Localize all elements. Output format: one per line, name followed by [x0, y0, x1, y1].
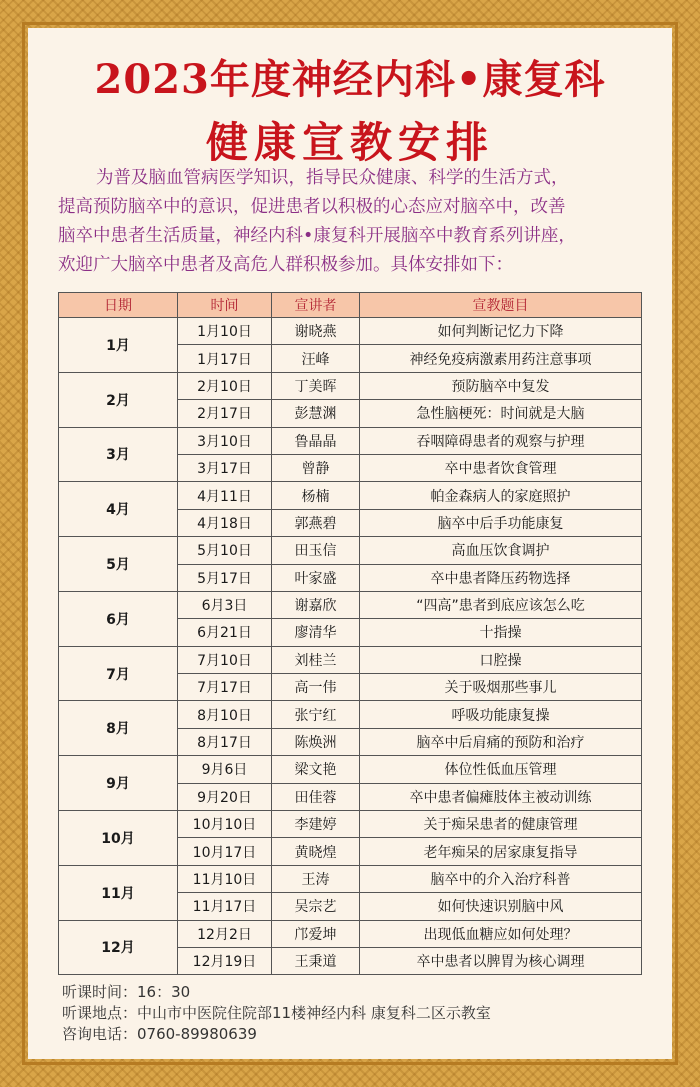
speaker-cell: 邝爱坤 [272, 920, 360, 947]
speaker-cell: 汪峰 [272, 345, 360, 372]
month-cell: 7月 [59, 646, 178, 701]
topic-cell: 脑卒中的介入治疗科普 [360, 865, 642, 892]
table-row [59, 427, 642, 454]
time-cell: 3月17日 [178, 454, 272, 481]
topic-cell: 关于痴呆患者的健康管理 [360, 811, 642, 838]
topic-cell: 帕金森病人的家庭照护 [360, 482, 642, 509]
lecture-time: 听课时间：16：30 [62, 983, 191, 1001]
table-row [59, 537, 642, 564]
header-date: 日期 [59, 293, 178, 318]
month-cell: 12月 [59, 920, 178, 975]
month-cell: 2月 [59, 372, 178, 427]
month-cell: 9月 [59, 756, 178, 811]
speaker-cell: 李建婷 [272, 811, 360, 838]
time-cell: 5月10日 [178, 537, 272, 564]
table-row [59, 865, 642, 892]
time-cell: 4月11日 [178, 482, 272, 509]
table-row [59, 811, 642, 838]
speaker-cell: 黄晓煌 [272, 838, 360, 865]
time-cell: 9月6日 [178, 756, 272, 783]
intro-line: 欢迎广大脑卒中患者及高危人群积极参加。具体安排如下： [58, 255, 513, 275]
speaker-cell: 廖清华 [272, 619, 360, 646]
speaker-cell: 陈焕洲 [272, 728, 360, 755]
time-cell: 3月10日 [178, 427, 272, 454]
time-cell: 2月10日 [178, 372, 272, 399]
topic-cell: 卒中患者降压药物选择 [360, 564, 642, 591]
speaker-cell: 吴宗艺 [272, 893, 360, 920]
time-cell: 6月21日 [178, 619, 272, 646]
speaker-cell: 彭慧渊 [272, 400, 360, 427]
table-row [59, 646, 642, 673]
schedule-table [58, 292, 642, 975]
speaker-cell: 郭燕碧 [272, 509, 360, 536]
topic-cell: 卒中患者饮食管理 [360, 454, 642, 481]
month-cell: 1月 [59, 318, 178, 373]
time-cell: 10月10日 [178, 811, 272, 838]
table-row [59, 756, 642, 783]
footer-info [62, 982, 491, 1045]
time-cell: 1月10日 [178, 318, 272, 345]
month-cell: 10月 [59, 811, 178, 866]
time-cell: 2月17日 [178, 400, 272, 427]
title-line-2: 健康宣教安排 [205, 118, 494, 167]
table-row [59, 372, 642, 399]
month-cell: 8月 [59, 701, 178, 756]
speaker-cell: 鲁晶晶 [272, 427, 360, 454]
topic-cell: 老年痴呆的居家康复指导 [360, 838, 642, 865]
topic-cell: 神经免疫病激素用药注意事项 [360, 345, 642, 372]
intro-paragraph [58, 164, 648, 280]
topic-cell: 呼吸功能康复操 [360, 701, 642, 728]
speaker-cell: 杨楠 [272, 482, 360, 509]
speaker-cell: 田玉信 [272, 537, 360, 564]
time-cell: 5月17日 [178, 564, 272, 591]
topic-cell: 卒中患者偏瘫肢体主被动训练 [360, 783, 642, 810]
lecture-location: 听课地点：中山市中医院住院部11楼神经内科 康复科二区示教室 [62, 1004, 491, 1022]
topic-cell: 吞咽障碍患者的观察与护理 [360, 427, 642, 454]
speaker-cell: 谢晓燕 [272, 318, 360, 345]
table-row [59, 701, 642, 728]
header-topic: 宣教题目 [360, 293, 642, 318]
time-cell: 8月17日 [178, 728, 272, 755]
time-cell: 7月10日 [178, 646, 272, 673]
topic-cell: 体位性低血压管理 [360, 756, 642, 783]
topic-cell: 如何判断记忆力下降 [360, 318, 642, 345]
topic-cell: 出现低血糖应如何处理？ [360, 920, 642, 947]
topic-cell: 关于吸烟那些事儿 [360, 674, 642, 701]
topic-cell: “四高”患者到底应该怎么吃 [360, 591, 642, 618]
time-cell: 11月10日 [178, 865, 272, 892]
topic-cell: 口腔操 [360, 646, 642, 673]
time-cell: 4月18日 [178, 509, 272, 536]
month-cell: 3月 [59, 427, 178, 482]
topic-cell: 卒中患者以脾胃为核心调理 [360, 947, 642, 974]
contact-phone: 咨询电话：0760-89980639 [62, 1025, 257, 1043]
topic-cell: 预防脑卒中复发 [360, 372, 642, 399]
month-cell: 5月 [59, 537, 178, 592]
time-cell: 12月19日 [178, 947, 272, 974]
table-header-row [59, 293, 642, 318]
time-cell: 10月17日 [178, 838, 272, 865]
speaker-cell: 丁美晖 [272, 372, 360, 399]
time-cell: 1月17日 [178, 345, 272, 372]
table-row [59, 318, 642, 345]
time-cell: 9月20日 [178, 783, 272, 810]
speaker-cell: 高一伟 [272, 674, 360, 701]
speaker-cell: 张宁红 [272, 701, 360, 728]
intro-line: 脑卒中患者生活质量，神经内科•康复科开展脑卒中教育系列讲座， [58, 226, 576, 246]
time-cell: 8月10日 [178, 701, 272, 728]
month-cell: 11月 [59, 865, 178, 920]
topic-cell: 脑卒中后肩痛的预防和治疗 [360, 728, 642, 755]
speaker-cell: 梁文艳 [272, 756, 360, 783]
intro-line: 提高预防脑卒中的意识，促进患者以积极的心态应对脑卒中，改善 [58, 197, 566, 217]
header-speaker: 宣讲者 [272, 293, 360, 318]
time-cell: 12月2日 [178, 920, 272, 947]
speaker-cell: 谢嘉欣 [272, 591, 360, 618]
speaker-cell: 叶家盛 [272, 564, 360, 591]
month-cell: 6月 [59, 591, 178, 646]
header-time: 时间 [178, 293, 272, 318]
title-line-1: 2023年度神经内科•康复科 [94, 56, 606, 103]
speaker-cell: 刘桂兰 [272, 646, 360, 673]
table-row [59, 482, 642, 509]
topic-cell: 急性脑梗死：时间就是大脑 [360, 400, 642, 427]
month-cell: 4月 [59, 482, 178, 537]
time-cell: 6月3日 [178, 591, 272, 618]
topic-cell: 十指操 [360, 619, 642, 646]
intro-line: 为普及脑血管病医学知识，指导民众健康、科学的生活方式， [96, 168, 569, 188]
speaker-cell: 王秉道 [272, 947, 360, 974]
speaker-cell: 王涛 [272, 865, 360, 892]
table-row [59, 920, 642, 947]
table-row [59, 591, 642, 618]
topic-cell: 高血压饮食调护 [360, 537, 642, 564]
time-cell: 11月17日 [178, 893, 272, 920]
speaker-cell: 曾静 [272, 454, 360, 481]
topic-cell: 脑卒中后手功能康复 [360, 509, 642, 536]
speaker-cell: 田佳蓉 [272, 783, 360, 810]
time-cell: 7月17日 [178, 674, 272, 701]
topic-cell: 如何快速识别脑中风 [360, 893, 642, 920]
